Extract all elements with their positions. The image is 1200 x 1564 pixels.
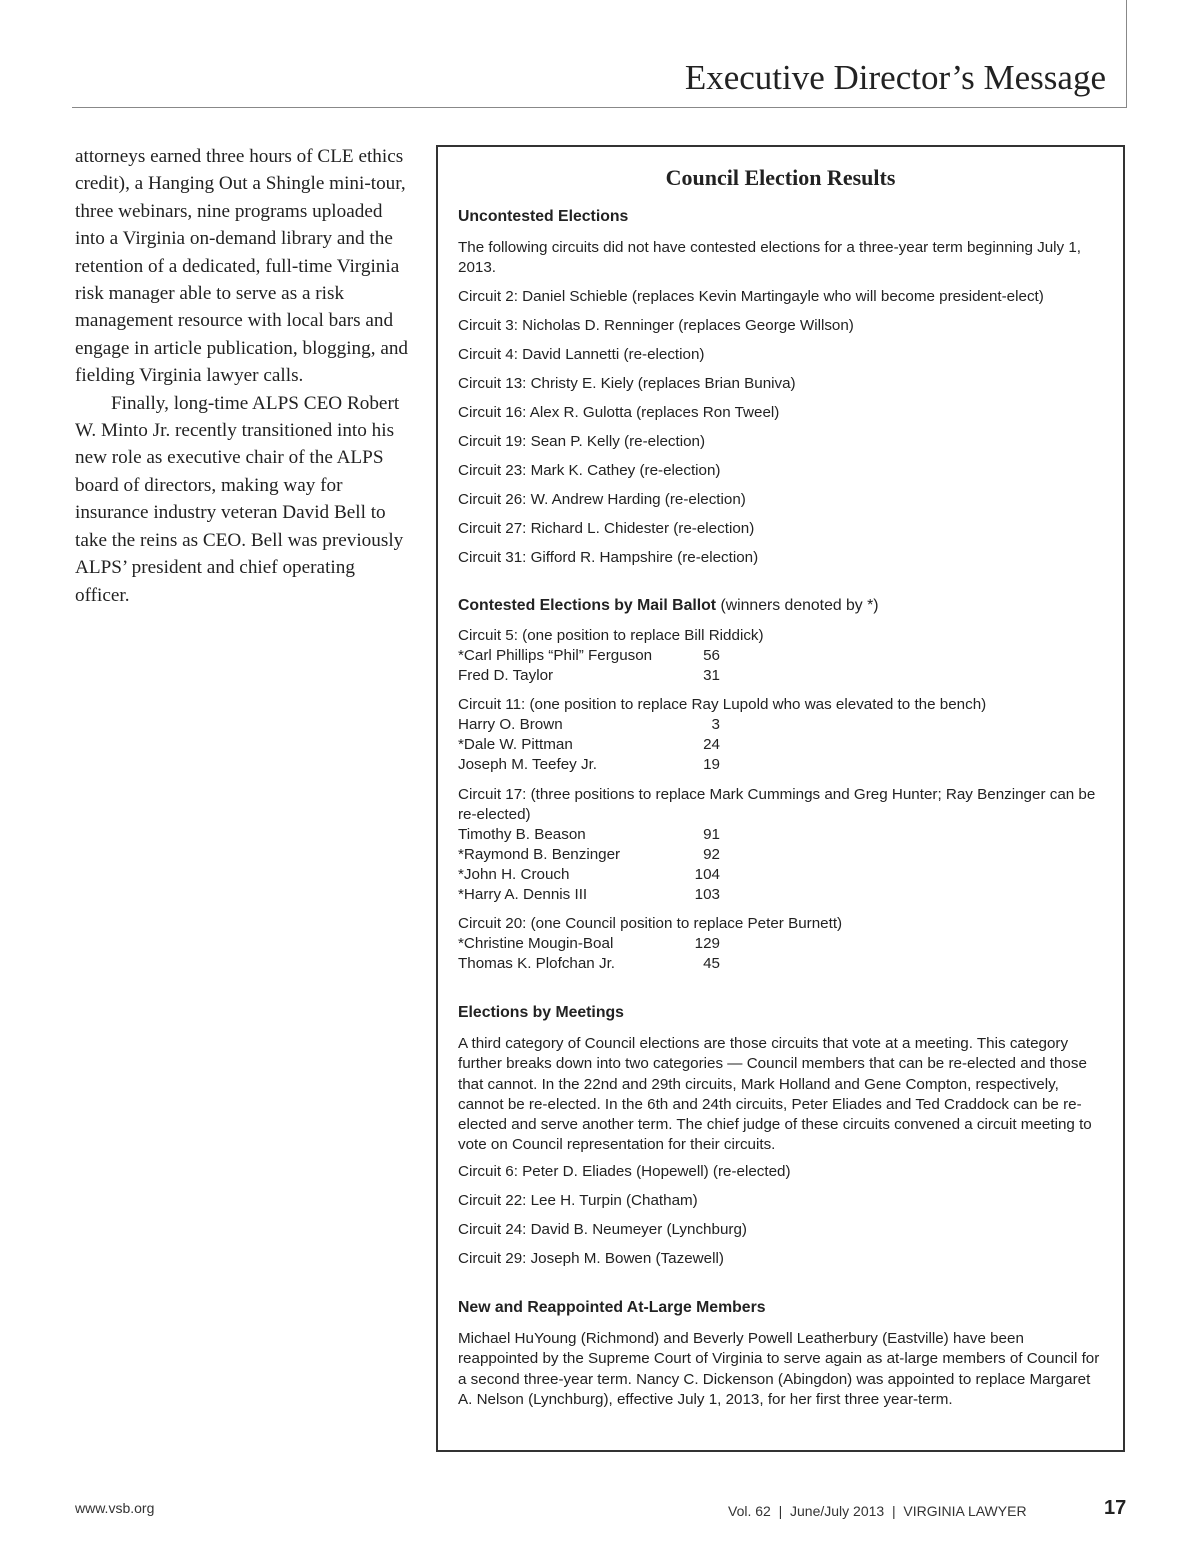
uncontested-item: Circuit 16: Alex R. Gulotta (replaces Ron Tweel) <box>458 404 780 421</box>
candidate-row <box>458 826 720 846</box>
uncontested-item: Circuit 2: Daniel Schieble (replaces Kevin Martingayle who will become president-elect) <box>458 288 1044 305</box>
candidate-name: Timothy B. Beason <box>458 826 586 843</box>
meeting-item: Circuit 22: Lee H. Turpin (Chatham) <box>458 1192 698 1209</box>
uncontested-item: Circuit 3: Nicholas D. Renninger (replaces George Willson) <box>458 317 854 334</box>
uncontested-item: Circuit 26: W. Andrew Harding (re-election) <box>458 491 746 508</box>
uncontested-intro: The following circuits did not have contested elections for a three-year term beginning July 1, 2013. <box>458 239 1082 277</box>
candidate-row <box>458 935 720 955</box>
candidate-votes: 104 <box>694 866 720 883</box>
candidate-votes: 56 <box>703 647 720 664</box>
candidate-name: *Christine Mougin-Boal <box>458 935 614 952</box>
header-vertical-rule <box>1126 0 1127 108</box>
uncontested-item: Circuit 4: David Lannetti (re-election) <box>458 346 705 363</box>
meetings-intro: A third category of Council elections are those circuits that vote at a meeting. This category further breaks down into two categories — Council members that can be re-elected and those that cannot. In the 22nd and 29th circuits, Mark Holland and Gene Compton, respectively, cannot be re-elected. In the 6th and 24th circuits, Peter Eliades and Ted Craddock can be re-elected and serve another term. The chief judge of these circuits convened a circuit meeting to vote on Council representation for their circuits. <box>458 1035 1092 1154</box>
meeting-item: Circuit 6: Peter D. Eliades (Hopewell) (re-elected) <box>458 1163 791 1180</box>
candidate-votes: 19 <box>703 756 720 773</box>
uncontested-item: Circuit 31: Gifford R. Hampshire (re-election) <box>458 549 759 566</box>
box-title: Council Election Results <box>665 165 896 190</box>
uncontested-item: Circuit 13: Christy E. Kiely (replaces Brian Buniva) <box>458 375 796 392</box>
uncontested-item: Circuit 27: Richard L. Chidester (re-election) <box>458 520 755 537</box>
contested-heading <box>458 597 1101 615</box>
meetings-heading: Elections by Meetings <box>458 1004 624 1021</box>
candidate-row <box>458 866 720 886</box>
circuit-label: Circuit 17: (three positions to replace Mark Cummings and Greg Hunter; Ray Benzinger can be <box>458 786 1096 803</box>
candidate-row <box>458 647 720 667</box>
header-rule <box>72 107 1127 108</box>
candidate-row <box>458 846 720 866</box>
candidate-votes: 31 <box>703 667 720 684</box>
candidate-name: Fred D. Taylor <box>458 667 554 684</box>
candidate-votes: 3 <box>711 716 720 733</box>
circuit-label: Circuit 5: (one position to replace Bill Riddick) <box>458 627 764 644</box>
meeting-item: Circuit 24: David B. Neumeyer (Lynchburg) <box>458 1221 747 1238</box>
candidate-name: *Carl Phillips “Phil” Ferguson <box>458 647 653 664</box>
footer-issue: Vol. 62 | June/July 2013 | VIRGINIA LAWYER <box>728 1503 1027 1519</box>
candidate-votes: 92 <box>703 846 720 863</box>
candidate-name: *Dale W. Pittman <box>458 736 573 753</box>
circuit-label: Circuit 11: (one position to replace Ray Lupold who was elevated to the bench) <box>458 696 987 713</box>
footer-website: www.vsb.org <box>75 1500 155 1516</box>
candidate-votes: 45 <box>703 955 720 972</box>
candidate-votes: 24 <box>703 736 720 753</box>
left-paragraph-1: attorneys earned three hours of CLE ethics credit), a Hanging Out a Shingle mini-tour, three webinars, nine programs uploaded into a Virginia on-demand library and the retention of a dedicated, full-time Virginia risk manager able to serve as a risk management resource with local bars and engage in article publication, blogging, and fielding Virginia lawyer calls. <box>75 146 409 387</box>
council-election-results-box <box>436 145 1125 1452</box>
candidate-name: Thomas K. Plofchan Jr. <box>458 955 616 972</box>
candidate-name: *John H. Crouch <box>458 866 570 883</box>
left-column <box>75 143 410 609</box>
contested-heading-label: Contested Elections by Mail Ballot <box>458 597 717 614</box>
uncontested-heading: Uncontested Elections <box>458 208 629 225</box>
contested-note: (winners denoted by *) <box>720 597 879 614</box>
candidate-row <box>458 955 720 975</box>
at-large-text: Michael HuYoung (Richmond) and Beverly Powell Leatherbury (Eastville) have been reappointed by the Supreme Court of Virginia to serve again as at-large members of Council for a second three-year term. Nancy C. Dickenson (Abingdon) was appointed to replace Margaret A. Nelson (Lynchburg), effective July 1, 2013, for her first three year-term. <box>458 1330 1100 1408</box>
candidate-row <box>458 736 720 756</box>
candidate-name: Harry O. Brown <box>458 716 563 733</box>
page-header-title: Executive Director’s Message <box>684 58 1106 97</box>
circuit-label-continued: re-elected) <box>458 806 531 823</box>
candidate-name: *Harry A. Dennis III <box>458 886 588 903</box>
candidate-row <box>458 667 720 687</box>
uncontested-item: Circuit 23: Mark K. Cathey (re-election) <box>458 462 721 479</box>
candidate-name: *Raymond B. Benzinger <box>458 846 621 863</box>
candidate-name: Joseph M. Teefey Jr. <box>458 756 598 773</box>
meeting-item: Circuit 29: Joseph M. Bowen (Tazewell) <box>458 1250 724 1267</box>
candidate-votes: 103 <box>694 886 720 903</box>
page-number: 17 <box>1104 1497 1127 1519</box>
circuit-label: Circuit 20: (one Council position to replace Peter Burnett) <box>458 915 843 932</box>
uncontested-item: Circuit 19: Sean P. Kelly (re-election) <box>458 433 706 450</box>
candidate-row <box>458 756 720 776</box>
candidate-votes: 91 <box>703 826 720 843</box>
candidate-votes: 129 <box>694 935 720 952</box>
candidate-row <box>458 886 720 906</box>
candidate-row <box>458 716 720 736</box>
left-paragraph-2: Finally, long-time ALPS CEO Robert W. Minto Jr. recently transitioned into his new role as executive chair of the ALPS board of directors, making way for insurance industry veteran David Bell to take the reins as CEO. Bell was previously ALPS’ president and chief operating officer. <box>75 392 404 606</box>
at-large-heading: New and Reappointed At-Large Members <box>458 1299 766 1316</box>
